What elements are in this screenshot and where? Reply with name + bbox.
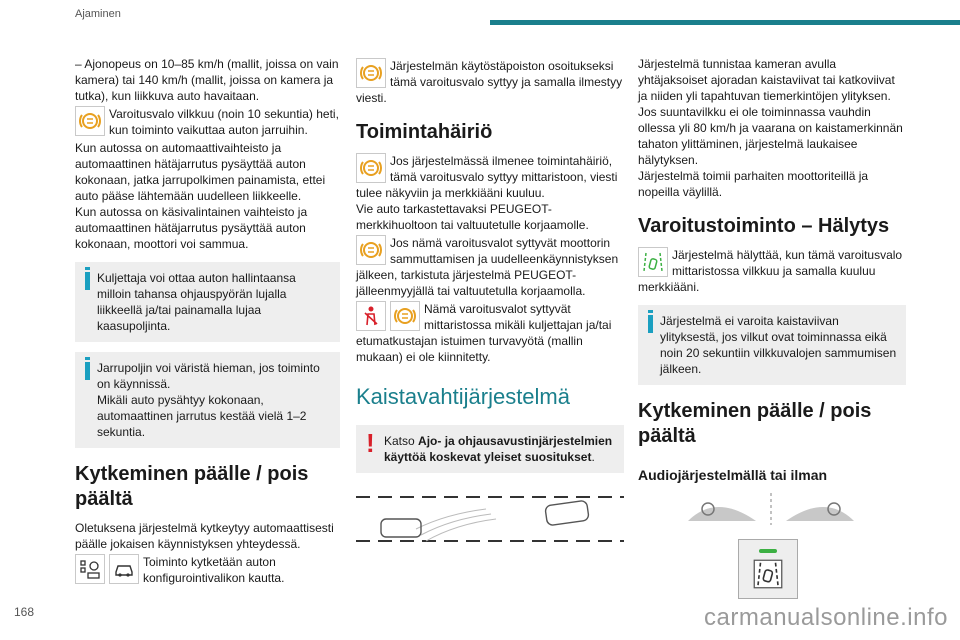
info-note-2 bbox=[75, 352, 340, 448]
alarm-paragraph: Jos suuntavilkku ei ole toiminnassa vauhdin ollessa yli 80 km/h ja vaarana on kaistamerkinnän tahaton ylittäminen, järjestelmä laukaisee hälytyksen. bbox=[638, 105, 903, 167]
header-section: Ajaminen bbox=[75, 8, 121, 20]
column-1 bbox=[75, 56, 340, 588]
heading-audio: Audiojärjestelmällä tai ilman bbox=[638, 467, 828, 483]
warning-line-seatbelt bbox=[356, 301, 624, 365]
warning-box bbox=[356, 425, 624, 473]
info-note-2-text-b: Mikäli auto pysähtyy kokonaan, automaattinen jarrutus kestää vielä 1–2 sekuntia. bbox=[97, 393, 307, 439]
highway-paragraph: Järjestelmä toimii parhaiten moottoriteillä ja nopeilla väylillä. bbox=[638, 169, 869, 199]
watermark: carmanualsonline.info bbox=[704, 604, 948, 631]
seatbelt-icon bbox=[356, 301, 386, 331]
config-menu-icon bbox=[75, 554, 105, 584]
info-note-1 bbox=[75, 262, 340, 342]
heading-lane-assist: Kaistavahtijärjestelmä bbox=[356, 384, 570, 409]
blink-paragraph: Varoitusvalo vilkkuu (noin 10 sekuntia) heti, kun toiminto vaikuttaa auton jarruihin. bbox=[109, 107, 339, 137]
car-settings-icon bbox=[109, 554, 139, 584]
lane-departure-illustration bbox=[356, 489, 624, 553]
heading-on-off: Kytkeminen päälle / pois päältä bbox=[75, 463, 309, 510]
lane-departure-icon bbox=[638, 247, 668, 277]
header-accent-bar bbox=[490, 20, 960, 25]
steering-wheel-illustrations bbox=[686, 491, 906, 599]
lane-departure-icon bbox=[753, 559, 783, 589]
config-line bbox=[75, 554, 340, 588]
alert-paragraph: Järjestelmä hälyttää, kun tämä varoitusvalo mittaristossa vilkkuu ja samalla kuuluu merkkiääni. bbox=[638, 248, 903, 294]
speed-paragraph: – Ajonopeus on 10–85 km/h (mallit, joissa on vain kamera) tai 140 km/h (mallit, joissa on kamera ja tutka), kun liikkuva auto havaitaan. bbox=[75, 57, 339, 103]
heading-alert: Varoitustoiminto – Hälytys bbox=[638, 215, 890, 237]
auto-gearbox-paragraph: Kun autossa on automaattivaihteisto ja automaattinen hätäjarrutus pysäyttää auton kokonaan, jatka jarrupolkimen painamista, ettei auto pääse lähtemään uudelleen liikkeelle. bbox=[75, 141, 326, 203]
warning-suffix: . bbox=[591, 450, 595, 464]
heading-fault: Toimintahäiriö bbox=[356, 121, 493, 143]
info-icon bbox=[85, 272, 90, 290]
warning-line-1 bbox=[75, 106, 340, 140]
info-icon bbox=[85, 362, 90, 380]
led-indicator bbox=[759, 549, 777, 553]
disabled-paragraph: Järjestelmän käytöstäpoiston osoitukseksi tämä varoitusvalo syttyy ja samalla ilmestyy viesti. bbox=[356, 59, 623, 105]
seatbelt-paragraph: Nämä varoitusvalot syttyvät mittaristossa mikäli kuljettajan ja/tai etumatkustajan istuimen turvavyötä (mallin mukaan) ei ole kiinnitetty. bbox=[356, 302, 612, 364]
camera-paragraph: Järjestelmä tunnistaa kameran avulla yhtäjaksoiset ajoradan kaistaviivat tai katkoviivat ja niiden yli tapahtuvan tiemerkintöjen ylityksen. bbox=[638, 57, 895, 103]
fault-paragraph: Jos järjestelmässä ilmenee toimintahäiriö, tämä varoitusvalo syttyy mittaristoon, viesti tulee näkyviin ja merkkiääni kuuluu. bbox=[356, 154, 618, 200]
heading-on-off-2: Kytkeminen päälle / pois päältä bbox=[638, 400, 872, 447]
info-note-3-text: Järjestelmä ei varoita kaistaviivan ylityksestä, jos vilkut ovat toiminnassa eikä noin 20 sekuntiin vilkkuvalojen sammumisen jälkeen. bbox=[660, 314, 897, 376]
default-on-paragraph: Oletuksena järjestelmä kytkeytyy automaattisesti päälle jokaisen käynnistyksen yhteydessä. bbox=[75, 521, 334, 551]
lane-button-panel[interactable] bbox=[738, 539, 798, 599]
page-number: 168 bbox=[14, 605, 35, 619]
info-note-3 bbox=[638, 305, 906, 385]
brake-warning-icon bbox=[390, 301, 420, 331]
brake-warning-icon bbox=[356, 58, 386, 88]
info-note-2-text-a: Jarrupoljin voi väristä hieman, jos toiminto on käynnissä. bbox=[97, 361, 320, 391]
warning-prefix: Katso bbox=[384, 434, 419, 448]
service-paragraph: Vie auto tarkastettavaksi PEUGEOT-merkkihuoltoon tai valtuutetulle korjaamolle. bbox=[356, 202, 589, 232]
warning-line-restart bbox=[356, 235, 624, 299]
restart-paragraph: Jos nämä varoitusvalot syttyvät moottorin sammuttamisen ja uudelleenkäynnistyksen jälkeen, tarkistuta järjestelmä PEUGEOT-jälleenmyyjällä tai valtuutetulla korjaamolla. bbox=[356, 236, 619, 298]
warning-line-disabled bbox=[356, 58, 624, 106]
brake-warning-icon bbox=[356, 153, 386, 183]
column-3 bbox=[638, 56, 906, 599]
brake-warning-icon bbox=[75, 106, 105, 136]
lane-warning-line bbox=[638, 247, 906, 295]
column-2 bbox=[356, 56, 624, 553]
info-icon bbox=[648, 315, 653, 333]
manual-gearbox-paragraph: Kun autossa on käsivalintainen vaihteisto ja automaattinen hätäjarrutus pysäyttää auton kokonaan, moottori voi sammua. bbox=[75, 205, 308, 251]
warning-line-fault bbox=[356, 153, 624, 201]
exclamation-icon: ! bbox=[366, 428, 375, 458]
info-note-1-text: Kuljettaja voi ottaa auton hallintaansa milloin tahansa ohjauspyörän lujalla liikkeellä ja/tai painamalla lujaa kaasupoljinta. bbox=[97, 271, 296, 333]
config-paragraph: Toiminto kytketään auton konfigurointivalikon kautta. bbox=[143, 555, 285, 585]
brake-warning-icon bbox=[356, 235, 386, 265]
warning-bold: Ajo- ja ohjausavustinjärjestelmien käyttöä koskevat yleiset suositukset bbox=[384, 434, 613, 464]
